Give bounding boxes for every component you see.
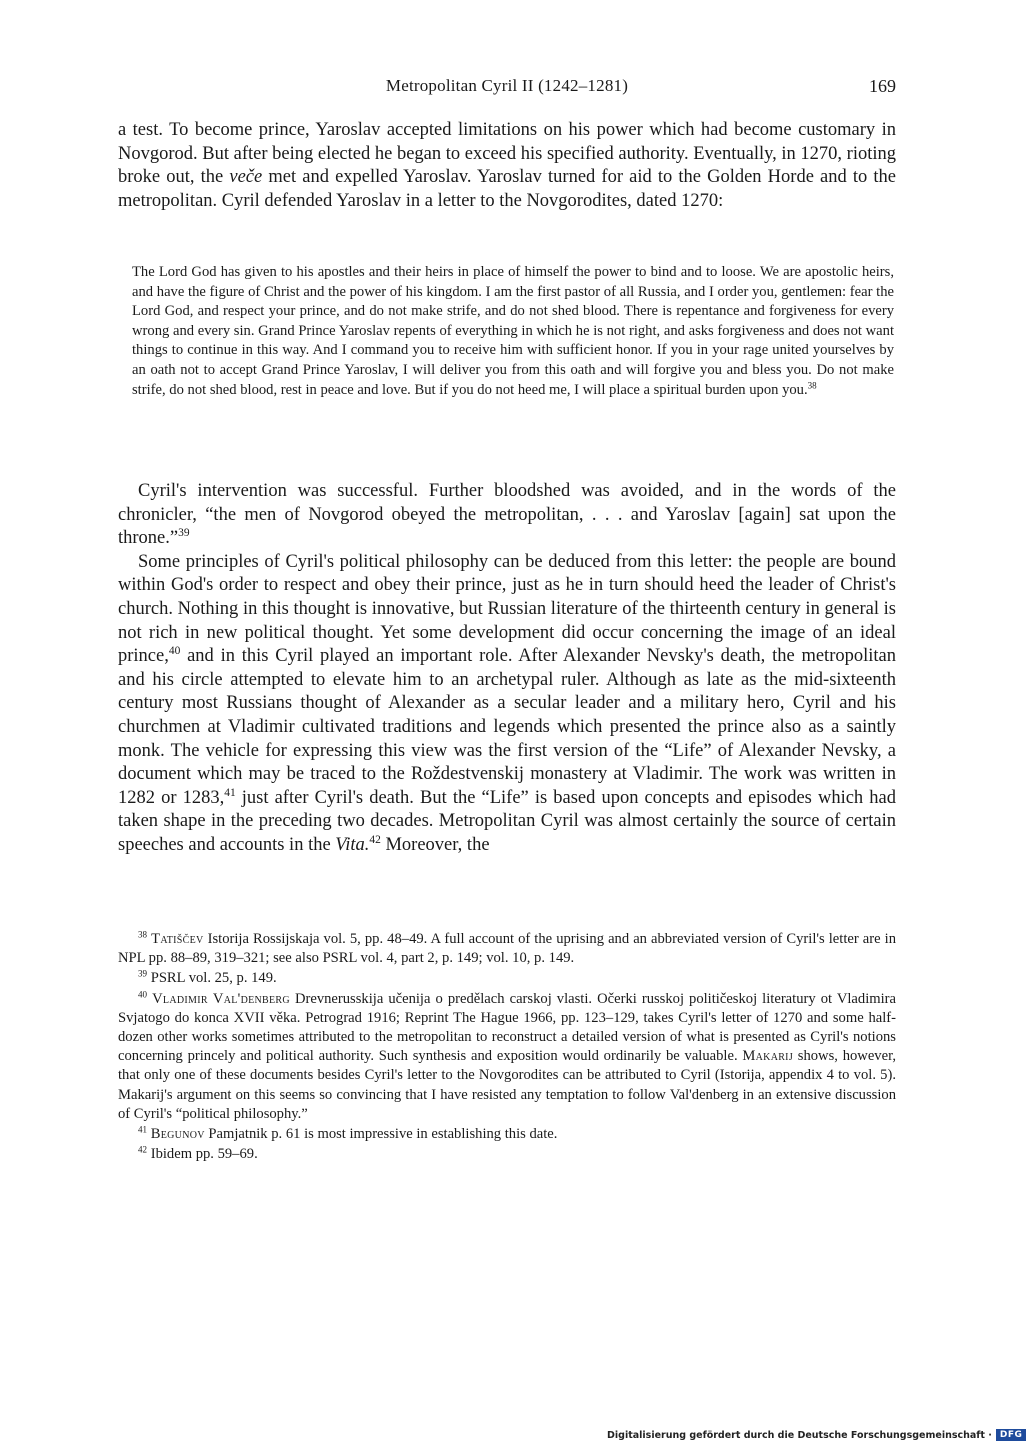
footnote-number: 40 [138,989,148,1000]
dfg-logo-icon: DFG [996,1429,1026,1441]
body-text-lower [118,480,896,858]
paragraph-2-text: Cyril's intervention was successful. Further bloodshed was avoided, and in the words of the chronicler, “the men of Novgorod obeyed the metropolitan, . . . and Yaroslav [again] sat upon the throne.” [118,481,896,549]
running-head [118,76,896,102]
footnote-ref-39: 39 [178,527,190,540]
footnotes [118,930,896,1165]
paragraph-2 [118,480,896,551]
footnote-38 [118,930,896,968]
paragraph-3 [118,551,896,858]
footnote-ref-42: 42 [369,834,381,847]
term-vita: Vita. [335,834,370,855]
paragraph-3-text-b: and in this Cyril played an important role. After Alexander Nevsky's death, the metropolitan and his circle attempted to elevate him to an archetypal ruler. Although as late as the mid-sixteenth century most Russians thought of Alexander as a secular leader and a military hero, Cyril and his churchmen at Vladimir cultivated traditions and legends which presented the prince also as a saintly monk. The vehicle for expressing this view was the first version of the “Life” of Alexander Nevsky, a document which may be traced to the Roždestvenskij monastery at Vladimir. The work was written in 1282 or 1283, [118,646,896,808]
page-number: 169 [869,76,896,96]
paragraph-1-text-a: a test. To become prince, Yaroslav accepted limitations on his power which had become customary in Novgorod. But after being elected he began to exceed his specified authority. Eventually, in 1270, rioting broke out, the [118,120,896,188]
footnote-39 [118,969,896,988]
footnote-40 [118,990,896,1124]
footnote-number: 39 [138,968,148,979]
footnote-number: 38 [138,929,148,940]
paragraph-3-text-a: Some principles of Cyril's political philosophy can be deduced from this letter: the people are bound within God's order to respect and obey their prince, just as he in turn should heed the leader of Christ's church. Nothing in this thought is innovative, but Russian literature of the thirteenth century in general is not rich in new political thought. Yet some development did occur concerning the image of an ideal prince, [118,551,896,667]
running-title: Metropolitan Cyril II (1242–1281) [385,76,629,95]
paragraph-1 [118,119,896,213]
paragraph-3-text-c: just after Cyril's death. But the “Life” is based upon concepts and episodes which had taken shape in the preceding two decades. Metropolitan Cyril was almost certainly the source of certain speeches and accounts in the [118,787,896,855]
body-text-upper [118,119,896,213]
footnote-author: Vladimir Val'denberg [152,990,290,1007]
footnote-text: Drevnerusskija učenija o predělach carskoj vlasti. Očerki russkoj političeskoj literatury ot Vladimira Svjatogo do konca XVII věka. Petrograd 1916; Reprint The Hague 1966, pp. 123–129, takes Cyril's letter of 1270 and some half-dozen other works sometimes attributed to the metropolitan to reconstruct a detailed version of what is presented as Cyril's notions concerning princely and political authority. Such synthesis and exposition would ordinarily be valuable. [118,990,896,1065]
footnote-42 [118,1145,896,1164]
footnote-text: shows, however, that only one of these documents besides Cyril's letter to the Novgorodites can be attributed to Cyril (Istorija, appendix 4 to vol. 5). Makarij's argument on this seems so convincing that I have resisted any temptation to follow Val'denberg in an extensive discussion of Cyril's “political philosophy.” [118,1048,896,1122]
footnote-41 [118,1125,896,1144]
footnote-text: PSRL vol. 25, p. 149. [150,970,277,987]
block-quote-letter [132,263,894,400]
footnote-ref-38: 38 [807,380,817,391]
quote-text: The Lord God has given to his apostles and their heirs in place of himself the power to bind and to loose. We are apostolic heirs, and have the figure of Christ and the power of his kingdom. I am the first pastor of all Russia, and I order you, gentlemen: fear the Lord God, and respect your prince, and do not make strife, and do not shed blood. There is repentance and forgiveness for every wrong and every sin. Grand Prince Yaroslav repents of everything in which he is not right, and asks forgiveness and does not want things to continue in this way. And I command you to receive him with sufficient honor. If you in your rage united yourselves by an oath not to accept Grand Prince Yaroslav, I will deliver you from this oath and will forgive you and bless you. Do not make strife, do not shed blood, rest in peace and love. But if you do not heed me, I will place a spiritual burden upon you. [132,264,894,398]
digitization-credit [607,1427,1026,1443]
footnote-ref-40: 40 [168,645,181,658]
footnote-text: Ibidem pp. 59–69. [150,1146,258,1163]
credit-text: Digitalisierung gefördert durch die Deutsche Forschungsgemeinschaft · [607,1429,992,1441]
footnote-author: Begunov [150,1126,205,1143]
footnote-author-makarij: Makarij [742,1048,794,1065]
paragraph-3-text-d: Moreover, the [380,834,490,855]
paragraph-1-text-b: met and expelled Yaroslav. Yaroslav turned for aid to the Golden Horde and to the metropolitan. Cyril defended Yaroslav in a letter to the Novgorodites, dated 1270: [118,167,896,211]
term-veche: veče [229,167,263,188]
footnote-author: Tatiščev [151,931,204,947]
footnote-text: Pamjatnik p. 61 is most impressive in establishing this date. [204,1126,558,1143]
footnote-number: 41 [138,1124,148,1135]
footnote-ref-41: 41 [224,786,236,799]
footnote-number: 42 [138,1144,148,1155]
footnote-text: Istorija Rossijskaja vol. 5, pp. 48–49. A full account of the uprising and an abbreviated version of Cyril's letter are in NPL pp. 88–89, 319–321; see also PSRL vol. 4, part 2, p. 149; vol. 10, p. 149. [118,931,896,967]
